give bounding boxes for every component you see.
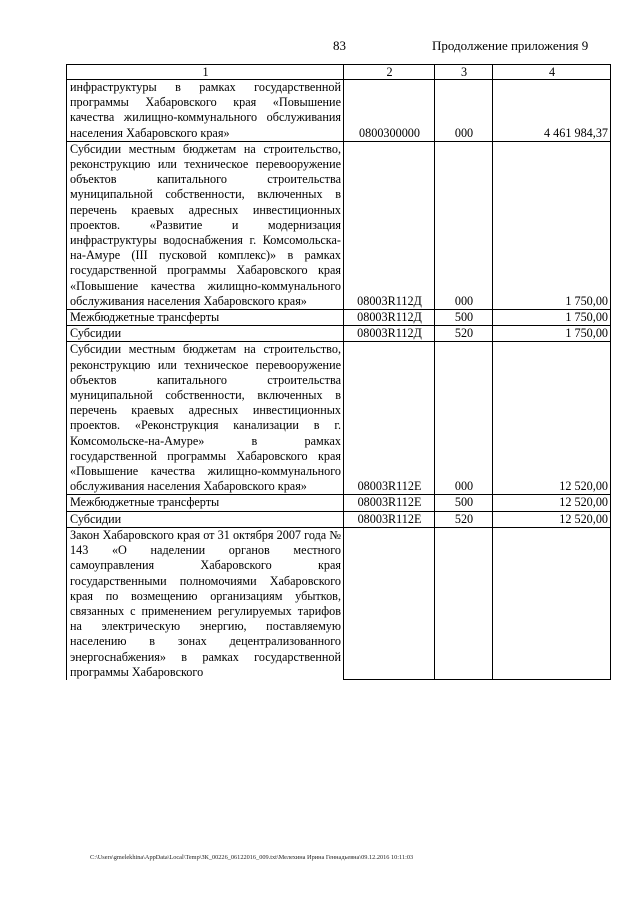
column-number-2: 2 [344,65,435,80]
table-row [67,141,611,309]
table-row [67,511,611,527]
row-amount: 4 461 984,37 [493,80,611,142]
row-name: Субсидии [67,326,344,342]
row-target-code: 08003R112Д [344,141,435,309]
continuation-label: Продолжение приложения 9 [432,38,589,53]
file-path-footer: C:\Users\gmelekhina\AppData\Local\Temp\ЗК_00226_06122016_009.txt\Мелехина Ирина Геннадьевна\09.12.2016 10:11:03 [90,854,414,861]
table-row [67,310,611,326]
row-amount: 1 750,00 [493,141,611,309]
table-row [67,495,611,511]
row-target-code [344,527,435,680]
row-amount: 12 520,00 [493,511,611,527]
row-amount: 1 750,00 [493,310,611,326]
row-expense-kind: 500 [435,495,493,511]
page-number: 83 [333,38,346,53]
column-number-row [67,65,611,80]
column-number-4: 4 [493,65,611,80]
row-target-code: 0800300000 [344,80,435,142]
row-expense-kind: 000 [435,141,493,309]
row-target-code: 08003R112Д [344,310,435,326]
row-name: Субсидии [67,511,344,527]
row-amount: 12 520,00 [493,495,611,511]
row-name: Межбюджетные трансферты [67,310,344,326]
budget-table [66,64,611,680]
row-amount: 1 750,00 [493,326,611,342]
row-expense-kind [435,527,493,680]
row-expense-kind: 500 [435,310,493,326]
row-target-code: 08003R112E [344,342,435,495]
row-amount [493,527,611,680]
row-name: Субсидии местным бюджетам на строительство, реконструкцию или техническое перевооружение объектов капитального строительства муниципальной собственности, включенных в перечень краевых адресных инвестиционных проектов. «Реконструкция канализации в г. Комсомольске-на-Амуре» в рамках государственной программы Хабаровского края «Повышение качества жилищно-коммунального обслуживания населения Хабаровского края» [67,342,344,495]
row-name: Субсидии местным бюджетам на строительство, реконструкцию или техническое перевооружение объектов капитального строительства муниципальной собственности, включенных в перечень краевых адресных инвестиционных проектов. «Развитие и модернизация инфраструктуры водоснабжения г. Комсомольска-на-Амуре (III пусковой комплекс)» в рамках государственной программы Хабаровского края «Повышение качества жилищно-коммунального обслуживания населения Хабаровского края» [67,141,344,309]
table-row [67,527,611,680]
column-number-3: 3 [435,65,493,80]
row-expense-kind: 000 [435,342,493,495]
row-target-code: 08003R112E [344,495,435,511]
table-row [67,80,611,142]
column-number-1: 1 [67,65,344,80]
row-expense-kind: 000 [435,80,493,142]
table-row [67,326,611,342]
row-target-code: 08003R112Д [344,326,435,342]
row-name: инфраструктуры в рамках государственной программы Хабаровского края «Повышение качества жилищно-коммунального обслуживания населения Хабаровского края» [67,80,344,142]
row-name: Закон Хабаровского края от 31 октября 2007 года № 143 «О наделении органов местного самоуправления Хабаровского края государственными полномочиями Хабаровского края по возмещению организациям убытков, связанных с применением регулируемых тарифов на электрическую энергию, поставляемую населению в зонах децентрализованного энергоснабжения» в рамках государственной программы Хабаровского [67,527,344,680]
row-expense-kind: 520 [435,326,493,342]
row-name: Межбюджетные трансферты [67,495,344,511]
row-target-code: 08003R112E [344,511,435,527]
row-expense-kind: 520 [435,511,493,527]
table-row [67,342,611,495]
row-amount: 12 520,00 [493,342,611,495]
